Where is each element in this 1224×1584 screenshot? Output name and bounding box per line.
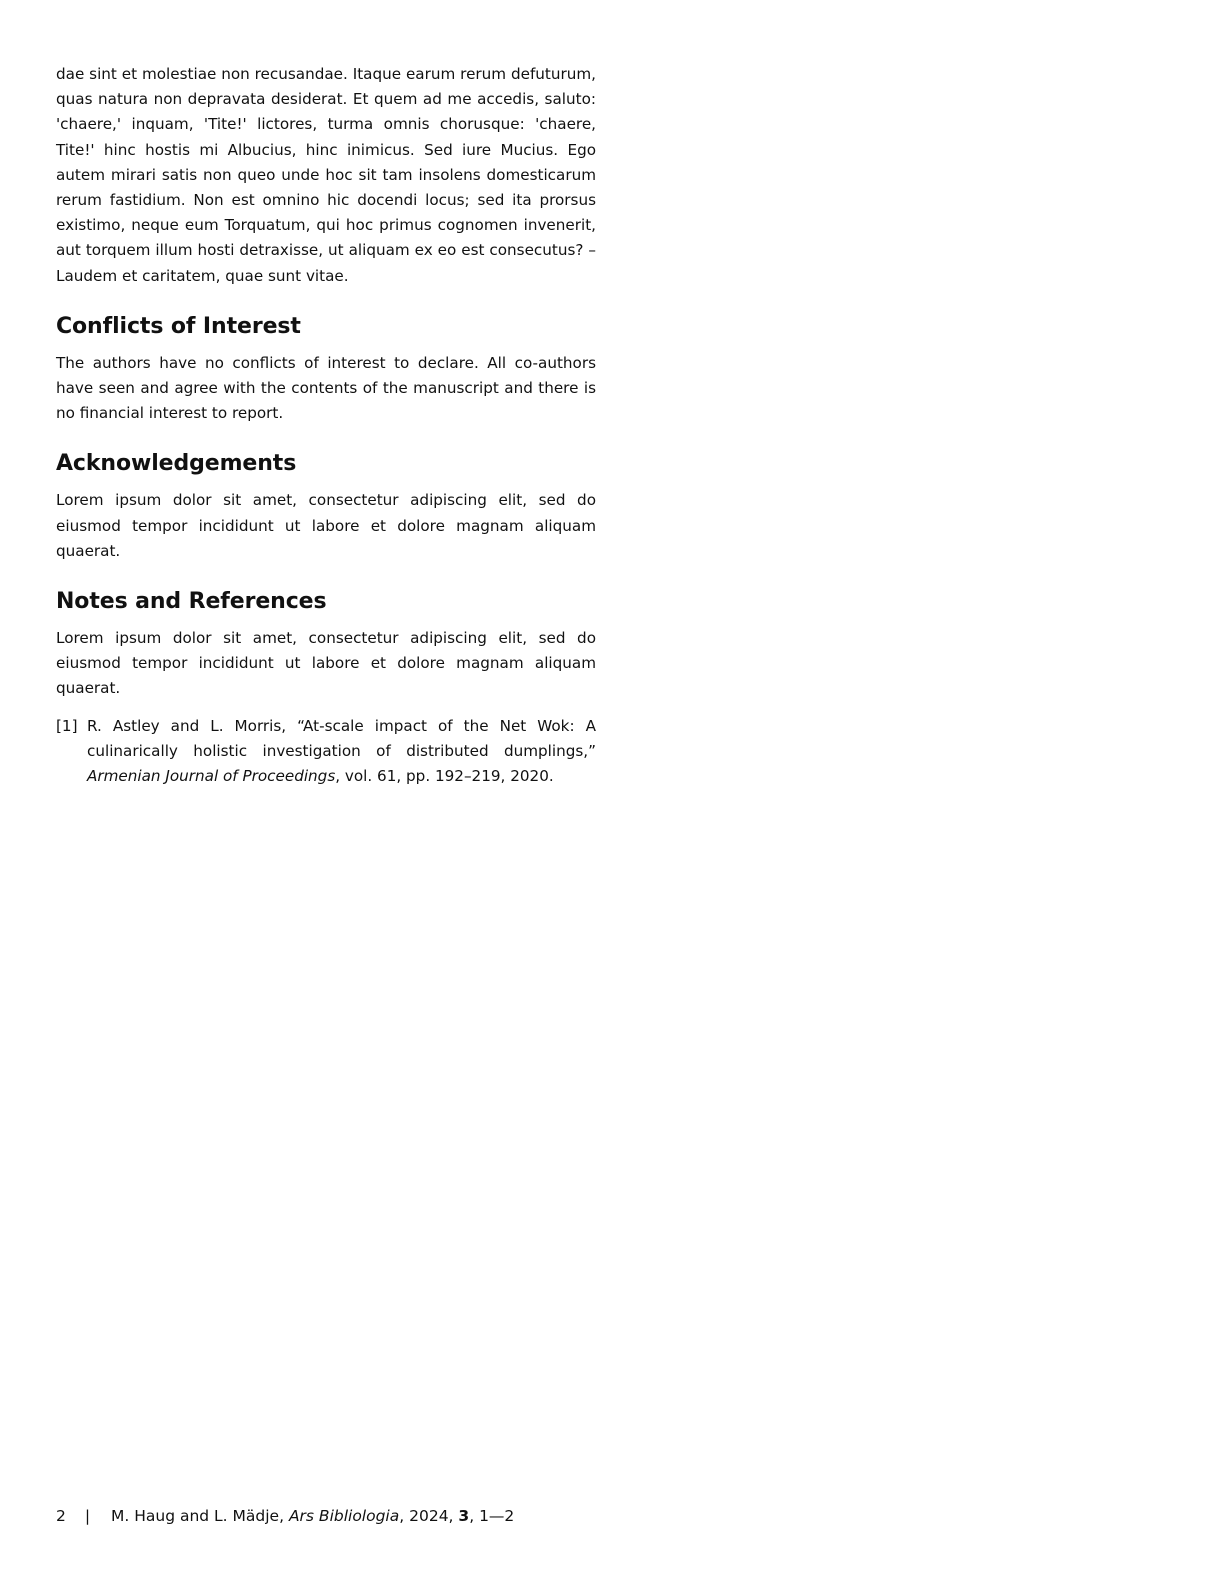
page-number: 2 (56, 1507, 66, 1525)
conflicts-text: The authors have no conflicts of interest to declare. All co-authors have seen and agree with the contents of the manuscript and there is no financial interest to report. (56, 353, 596, 423)
conflicts-heading: Conflicts of Interest (56, 313, 301, 339)
notes-text: Lorem ipsum dolor sit amet, consectetur adipiscing elit, sed do eiusmod tempor incididunt ut labore et dolore magnam aliquam quaerat. (56, 629, 596, 698)
reference-body (87, 714, 596, 790)
notes-heading: Notes and References (56, 589, 327, 615)
footer-journal: Ars Bibliologia (288, 1507, 400, 1525)
main-column (56, 62, 596, 789)
acknowledgements-heading: Acknowledgements (56, 451, 297, 477)
page-footer (56, 1504, 514, 1528)
reference-item (56, 714, 596, 790)
reference-label: [1] (56, 716, 78, 735)
intro-paragraph: dae sint et molestiae non recusandae. Itaque earum rerum defuturum, quas natura non depravata desiderat. Et quem ad me accedis, saluto: 'chaere,' inquam, 'Tite!' lictores, turma omnis chorusque: 'chaere, Tite!' hinc hostis mi Albucius, hinc inimicus. Sed iure Mucius. Ego autem mirari satis non queo unde hoc sit tam insolens domesticarum rerum fastidium. Non est omnino hic docendi locus; sed ita prorsus existimo, neque eum Torquatum, qui hoc primus cognomen invenerit, aut torquem illum hosti detraxisse, ut aliquam ex eo est consecutus? – Laudem et caritatem, quae sunt vitae. (56, 65, 596, 285)
reference-details: , vol. 61, pp. 192–219, 2020. (335, 767, 554, 786)
acknowledgements-text: Lorem ipsum dolor sit amet, consectetur adipiscing elit, sed do eiusmod tempor incididunt ut labore et dolore magnam aliquam quaerat. (56, 491, 596, 560)
reference-authors-title: R. Astley and L. Morris, “At-scale impact of the Net Wok: A culinarically holistic investigation of distributed dumplings,” (87, 716, 596, 760)
footer-authors: M. Haug and L. Mädje, (110, 1507, 285, 1525)
reference-list (56, 714, 596, 790)
footer-pages: , 1—2 (469, 1507, 515, 1525)
footer-separator: | (84, 1507, 91, 1525)
footer-volume: 3 (458, 1507, 470, 1525)
footer-year: , 2024, (399, 1507, 454, 1525)
reference-journal: Armenian Journal of Proceedings (87, 767, 336, 786)
